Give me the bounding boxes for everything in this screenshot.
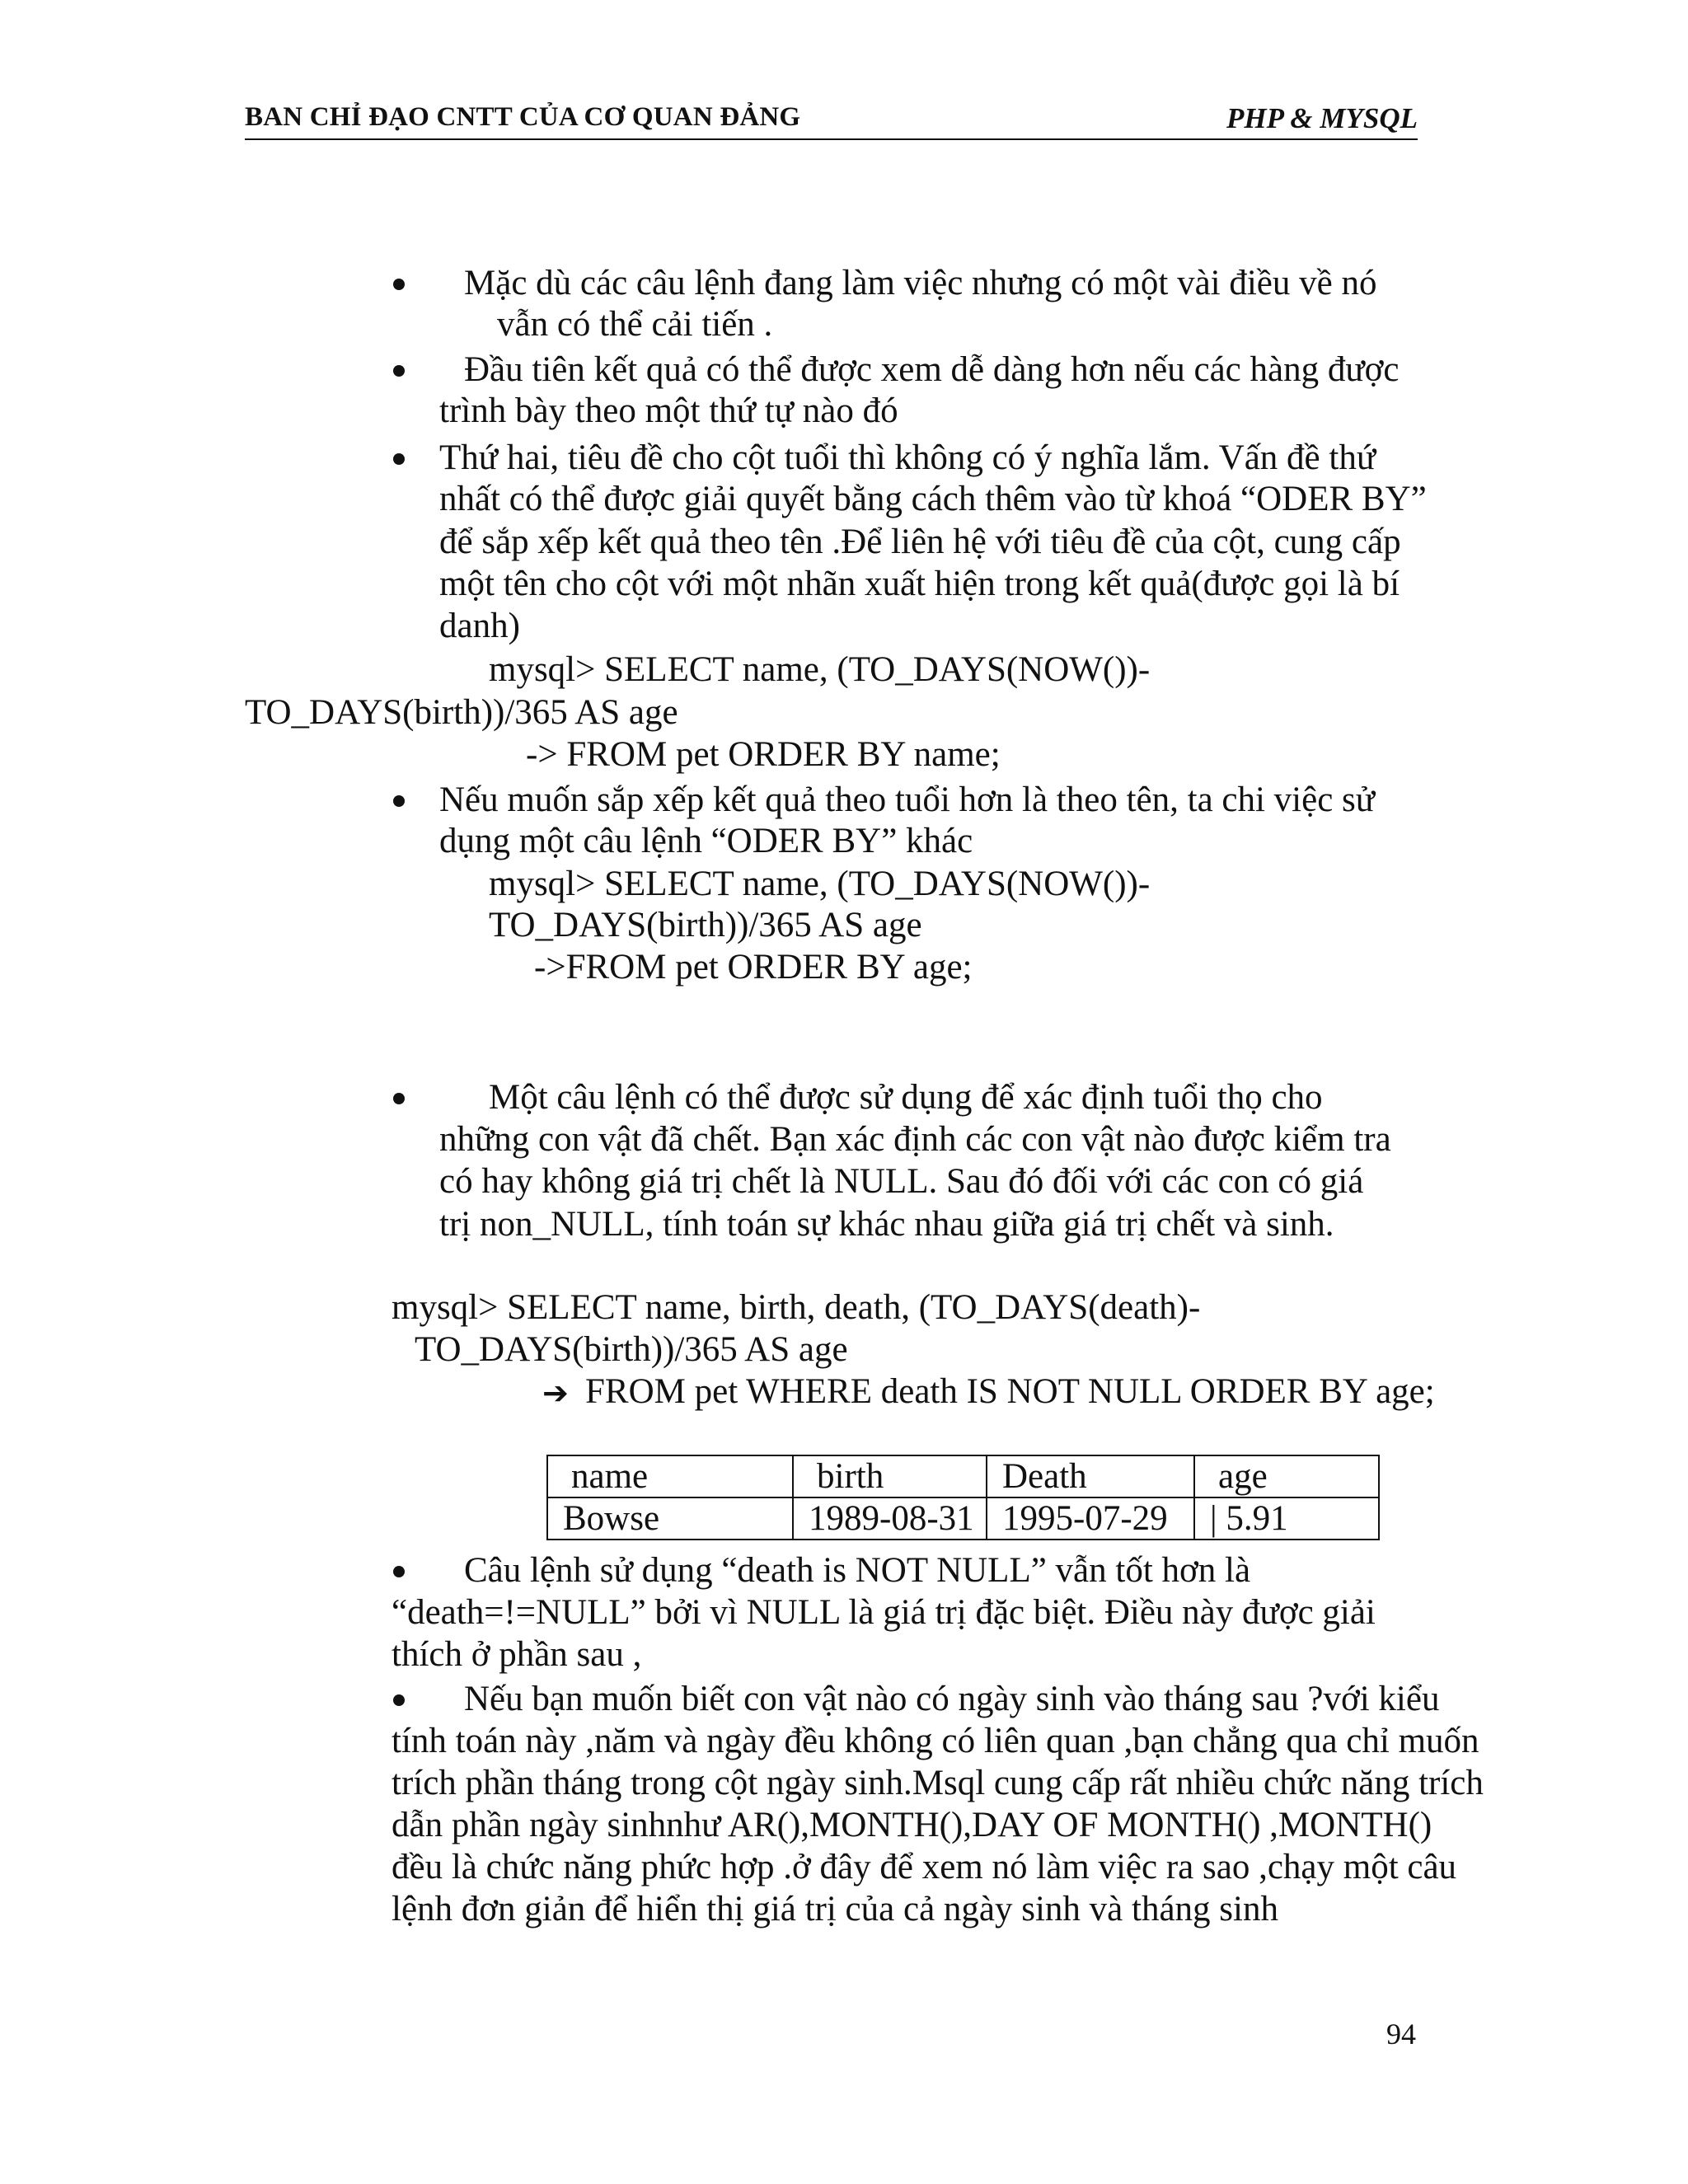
table-row [547,1497,1379,1540]
table-header-row [547,1455,1379,1497]
arrow-right-icon: ➔ [542,1375,569,1411]
code-line: TO_DAYS(birth))/365 AS age [489,906,922,944]
header-rule [245,138,1418,140]
bullet [393,1566,405,1577]
text-line: Câu lệnh sử dụng “death is NOT NULL” vẫn tốt hơn là [464,1551,1251,1590]
text-line: Nếu bạn muốn biết con vật nào có ngày sinh vào tháng sau ?với kiểu [464,1680,1440,1718]
text-line: danh) [439,607,520,645]
table-header-cell: birth [793,1455,987,1497]
text-line: trình bày theo một thứ tự nào đó [439,391,898,430]
text-line: Một câu lệnh có thể được sử dụng để xác định tuổi thọ cho [489,1078,1323,1117]
table-header-cell: name [547,1455,793,1497]
text-line: trích phần tháng trong cột ngày sinh.Msql cung cấp rất nhiều chức năng trích [392,1764,1484,1802]
code-line: TO_DAYS(birth))/365 AS age [245,693,678,732]
code-line: ->FROM pet ORDER BY age; [534,948,973,987]
bullet [393,1093,405,1104]
table-header-cell: age [1194,1455,1379,1497]
text-line: dụng một câu lệnh “ODER BY” khác [439,822,973,860]
text-line: những con vật đã chết. Bạn xác định các con vật nào được kiểm tra [439,1120,1391,1159]
text-line: nhất có thể được giải quyết bằng cách thêm vào từ khoá “ODER BY” [439,480,1427,518]
bullet [393,279,405,290]
text-line: Mặc dù các câu lệnh đang làm việc nhưng có một vài điều về nó [464,264,1377,302]
text-line: trị non_NULL, tính toán sự khác nhau giữa giá trị chết và sinh. [439,1205,1334,1244]
bullet [393,365,405,377]
table-cell: 1995-07-29 [987,1497,1194,1540]
code-line: TO_DAYS(birth))/365 AS age [415,1330,848,1369]
text-line: đều là chức năng phức hợp .ở đây để xem nó làm việc ra sao ,chạy một câu [392,1848,1457,1886]
code-line: mysql> SELECT name, (TO_DAYS(NOW())- [489,650,1151,689]
code-line: FROM pet WHERE death IS NOT NULL ORDER BY age; [585,1372,1435,1411]
header-left: BAN CHỈ ĐẠO CNTT CỦA CƠ QUAN ĐẢNG [245,102,801,132]
text-line: thích ở phần sau , [392,1635,642,1674]
text-line: Thứ hai, tiêu đề cho cột tuổi thì không có ý nghĩa lắm. Vấn đề thứ [439,438,1376,477]
text-line: vẫn có thể cải tiến . [497,305,773,344]
table-header-cell: Death [987,1455,1194,1497]
table-cell: Bowse [547,1497,793,1540]
text-line: một tên cho cột với một nhãn xuất hiện trong kết quả(được gọi là bí [439,565,1400,603]
table-cell: 1989-08-31 [793,1497,987,1540]
result-table [546,1455,1380,1540]
text-line: Đầu tiên kết quả có thể được xem dễ dàng hơn nếu các hàng được [464,350,1400,389]
code-line: -> FROM pet ORDER BY name; [526,735,1001,774]
bullet [393,795,405,807]
table-cell: | 5.91 [1194,1497,1379,1540]
text-line: để sắp xếp kết quả theo tên .Để liên hệ với tiêu đề của cột, cung cấp [439,523,1401,561]
text-line: có hay không giá trị chết là NULL. Sau đó đối với các con có giá [439,1162,1364,1201]
page-number: 94 [1386,2018,1416,2050]
text-line: Nếu muốn sắp xếp kết quả theo tuổi hơn là theo tên, ta chi việc sử [439,780,1376,819]
text-line: tính toán này ,năm và ngày đều không có liên quan ,bạn chẳng qua chỉ muốn [392,1722,1479,1760]
header-right: PHP & MYSQL [1226,102,1418,134]
code-line: mysql> SELECT name, (TO_DAYS(NOW())- [489,865,1151,903]
text-line: lệnh đơn giản để hiển thị giá trị của cả ngày sinh và tháng sinh [392,1890,1278,1929]
code-line: mysql> SELECT name, birth, death, (TO_DAYS(death)- [392,1288,1201,1327]
text-line: dẫn phần ngày sinhnhư AR(),MONTH(),DAY OF MONTH() ,MONTH() [392,1806,1432,1844]
text-line: “death=!=NULL” bởi vì NULL là giá trị đặc biệt. Điều này được giải [392,1593,1376,1632]
bullet [393,1694,405,1706]
bullet [393,453,405,465]
